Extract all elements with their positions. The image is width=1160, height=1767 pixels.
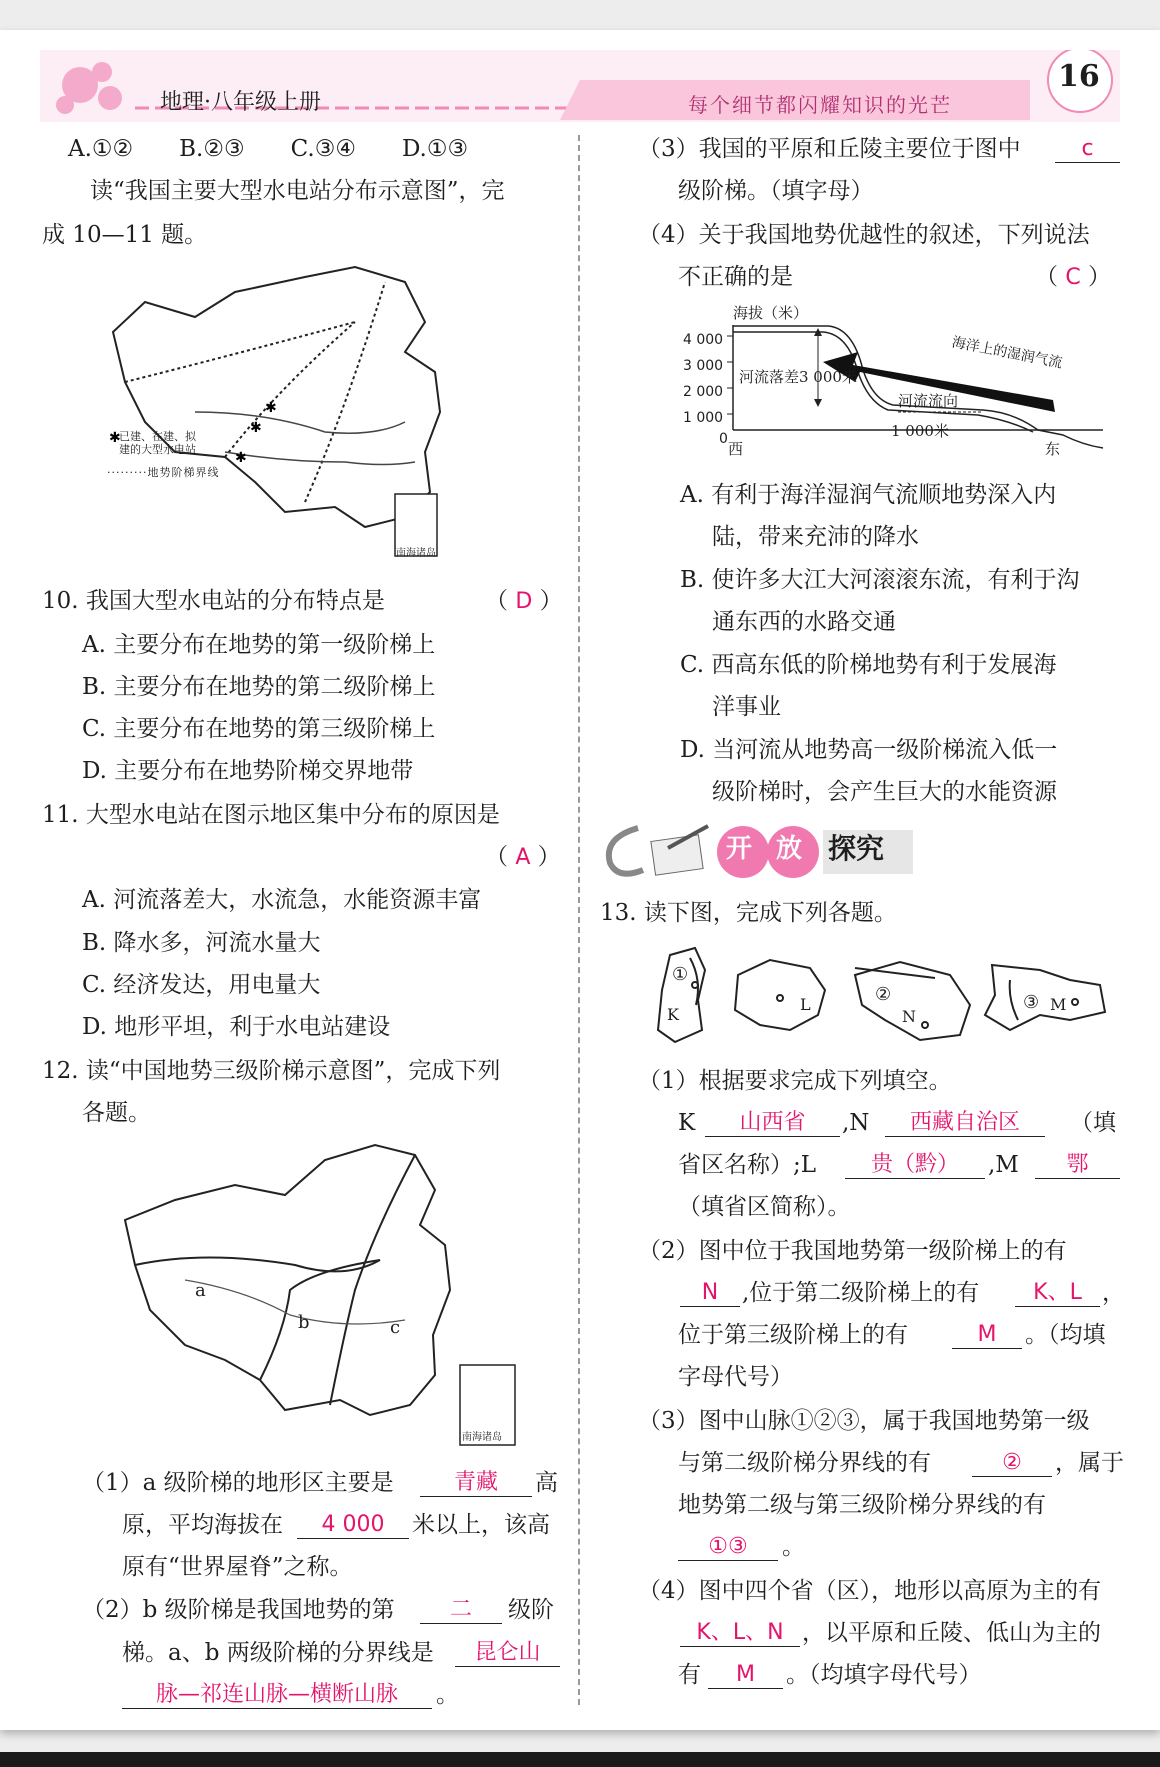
map2-inset-label: 南海诸岛: [462, 1432, 502, 1443]
q12-3-line1: （3）我国的平原和丘陵主要位于图中: [638, 136, 1021, 162]
profile-drop-3000: 河流落差3 000米: [739, 368, 857, 386]
svg-text:✱: ✱: [250, 420, 262, 436]
section-kai: 开: [726, 834, 753, 864]
slogan: 每个细节都闪耀知识的光芒: [688, 93, 952, 117]
q13-2-line1: （2）图中位于我国地势第一级阶梯上的有: [638, 1238, 1067, 1264]
map-label-c: c: [390, 1317, 401, 1338]
q13-3-line2a: 与第二级阶梯分界线的有: [678, 1450, 931, 1476]
profile-ytick-3000: 3 000: [683, 358, 724, 374]
q12-2-answer-2b: 脉—祁连山脉—横断山脉: [122, 1682, 432, 1709]
map-legend-hydro-b: 建的大型水电站: [119, 443, 196, 456]
terrain-steps-map: [115, 1140, 525, 1450]
map-legend-hydro-a: 已建、在建、拟: [119, 430, 196, 443]
q12-2-end: 。: [436, 1682, 459, 1708]
q13-2-line3a: 位于第三级阶梯上的有: [678, 1322, 908, 1348]
q13-1-K: K: [678, 1110, 696, 1136]
q11-option-d: D. 地形平坦，利于水电站建设: [82, 1014, 391, 1040]
q12-stem-2: 各题。: [82, 1100, 151, 1126]
profile-drop-1000: 1 000米: [891, 422, 949, 440]
map-legend-line: ·········地势阶梯界线: [107, 466, 220, 479]
map-label-a: a: [195, 1280, 206, 1301]
q12-4-option-a-2: 陆，带来充沛的降水: [712, 524, 919, 550]
q12-4-line2: 不正确的是: [678, 264, 793, 290]
q12-2-answer-1: 二: [420, 1597, 502, 1624]
map-inset-label: 南海诸岛: [396, 548, 436, 559]
q13-4-line2b: ，以平原和丘陵、低山为主的: [802, 1620, 1101, 1646]
q13-1-answer-N: 西藏自治区: [885, 1110, 1045, 1137]
profile-ytick-4000: 4 000: [683, 332, 724, 348]
shape-label-1: ①: [672, 964, 689, 985]
profile-ytick-1000: 1 000: [683, 410, 724, 426]
q10-option-c: C. 主要分布在地势的第三级阶梯上: [82, 716, 436, 742]
q12-4-option-c-1: C. 西高东低的阶梯地势有利于发展海: [680, 652, 1057, 678]
q13-4-line1: （4）图中四个省（区），地形以高原为主的有: [638, 1578, 1102, 1604]
q13-4-answer-1: K、L、N: [680, 1620, 800, 1647]
q12-1-line1b: 高: [535, 1470, 558, 1496]
q10-answer: （ D ）: [485, 588, 563, 614]
q13-3-end: 。: [782, 1534, 805, 1560]
q12-4-option-b-2: 通东西的水路交通: [712, 609, 896, 635]
section-banner: [598, 818, 918, 884]
q12-stem-1: 12. 读“中国地势三级阶梯示意图”，完成下列: [42, 1058, 501, 1084]
page-number: 16: [1058, 59, 1100, 94]
shape-label-L: L: [800, 995, 811, 1014]
profile-ytick-2000: 2 000: [683, 384, 724, 400]
column-divider: [578, 135, 580, 1705]
svg-text:✱: ✱: [235, 450, 247, 466]
q13-2-answer-1: N: [680, 1280, 740, 1307]
page-header: [40, 50, 1120, 130]
q13-1-tian: （填: [1070, 1110, 1116, 1136]
section-tanjiu: 探究: [828, 832, 885, 865]
hydropower-map: [105, 262, 495, 567]
profile-ylabel: 海拔（米）: [733, 304, 809, 322]
shape-label-N: N: [902, 1007, 916, 1026]
q13-1-line1: （1）根据要求完成下列填空。: [638, 1068, 952, 1094]
q13-3-line3: 地势第二级与第三级阶梯分界线的有: [678, 1492, 1046, 1518]
q13-3-answer-1: ②: [972, 1450, 1052, 1477]
bottom-bar: [0, 1752, 1160, 1767]
intro-line-1: 读“我国主要大型水电站分布示意图”，完: [90, 178, 505, 204]
profile-x-east: 东: [1045, 440, 1061, 458]
q11-stem: 11. 大型水电站在图示地区集中分布的原因是: [42, 802, 500, 828]
q13-1-answer-K: 山西省: [705, 1110, 840, 1137]
q13-4-answer-2: M: [708, 1662, 783, 1689]
shape-label-3: ③: [1023, 992, 1040, 1013]
q13-1-N: ,N: [842, 1110, 870, 1136]
q12-1-line2b: 米以上，该高: [412, 1512, 550, 1538]
prev-options: A.①② B.②③ C.③④ D.①③: [68, 136, 469, 162]
q13-1-answer-L: 贵（黔）: [845, 1152, 985, 1179]
q11-option-c: C. 经济发达，用电量大: [82, 972, 321, 998]
q10-option-a: A. 主要分布在地势的第一级阶梯上: [82, 632, 436, 658]
q13-2-answer-3: M: [952, 1322, 1022, 1349]
profile-ytick-0: 0: [719, 431, 728, 447]
q12-2-answer-2a: 昆仑山: [455, 1640, 560, 1667]
q13-1-M: ,M: [988, 1152, 1019, 1178]
q12-1-line3: 原有“世界屋脊”之称。: [122, 1554, 353, 1580]
shape-label-2: ②: [875, 984, 892, 1005]
q13-2-line4: 字母代号）: [678, 1364, 793, 1390]
profile-flow-label: 河流流向: [898, 392, 959, 410]
q12-4-option-b-1: B. 使许多大江大河滚滚东流，有利于沟: [680, 567, 1080, 593]
q13-4-line3b: 。（均填字母代号）: [786, 1662, 982, 1688]
q11-option-b: B. 降水多，河流水量大: [82, 930, 321, 956]
q12-1-answer-1: 青藏: [420, 1470, 532, 1497]
q13-2-line2b: ,位于第二级阶梯上的有: [742, 1280, 980, 1306]
shape-label-M: M: [1050, 995, 1067, 1014]
q10-option-b: B. 主要分布在地势的第二级阶梯上: [82, 674, 436, 700]
q12-2-line1a: （2）b 级阶梯是我国地势的第: [82, 1597, 395, 1623]
q13-3-answer-2: ①③: [678, 1534, 778, 1561]
profile-moist-air-label: 海洋上的湿润气流: [950, 334, 1064, 372]
q13-2-comma: ，: [1102, 1280, 1125, 1306]
q13-2-answer-2: K、L: [1015, 1280, 1100, 1307]
q12-4-option-a-1: A. 有利于海洋湿润气流顺地势深入内: [680, 482, 1057, 508]
q13-4-line3a: 有: [678, 1662, 701, 1688]
q11-answer: （ A ）: [485, 844, 561, 870]
q10-option-d: D. 主要分布在地势阶梯交界地带: [82, 758, 414, 784]
q12-3-answer: c: [1055, 136, 1120, 163]
q12-1-answer-2: 4 000: [297, 1512, 409, 1539]
q13-2-line3b: 。（均填: [1025, 1322, 1106, 1348]
q12-2-line1b: 级阶: [508, 1597, 554, 1623]
q13-1-answer-M: 鄂: [1035, 1152, 1120, 1179]
intro-line-2: 成 10—11 题。: [42, 222, 208, 248]
q13-3-line1: （3）图中山脉①②③，属于我国地势第一级: [638, 1408, 1090, 1434]
q12-4-option-d-2: 级阶梯时，会产生巨大的水能资源: [712, 779, 1057, 805]
q12-3-line2: 级阶梯。（填字母）: [678, 178, 874, 204]
q13-stem: 13. 读下图，完成下列各题。: [600, 900, 897, 926]
section-fang: 放: [776, 834, 803, 864]
pencil-note-icon: [651, 826, 708, 875]
q13-3-line2b: ，属于: [1055, 1450, 1124, 1476]
profile-x-west: 西: [728, 440, 744, 458]
svg-text:✱: ✱: [265, 400, 277, 416]
q12-4-answer: （ C ）: [1035, 264, 1111, 290]
shape-label-K: K: [667, 1005, 679, 1024]
q10-stem: 10. 我国大型水电站的分布特点是: [42, 588, 385, 614]
q11-option-a: A. 河流落差大，水流急，水能资源丰富: [82, 887, 482, 913]
q12-4-line1: （4）关于我国地势优越性的叙述，下列说法: [638, 222, 1090, 248]
q12-4-option-c-2: 洋事业: [712, 694, 781, 720]
map-label-b: b: [298, 1312, 310, 1333]
svg-text:✱: ✱: [109, 430, 121, 446]
q13-1-line3a: 省区名称）;L: [678, 1152, 817, 1178]
province-shapes-figure: [650, 940, 1140, 1050]
q12-4-option-d-1: D. 当河流从地势高一级阶梯流入低一: [680, 737, 1058, 763]
q12-1-line1a: （1）a 级阶梯的地形区主要是: [82, 1470, 394, 1496]
q12-1-line2a: 原，平均海拔在: [122, 1512, 283, 1538]
terrain-profile-figure: [683, 300, 1113, 460]
q12-2-line2a: 梯。a、b 两级阶梯的分界线是: [122, 1640, 434, 1666]
q13-1-line4: （填省区简称）。: [678, 1194, 851, 1220]
subject-title: 地理·八年级上册: [160, 90, 321, 115]
